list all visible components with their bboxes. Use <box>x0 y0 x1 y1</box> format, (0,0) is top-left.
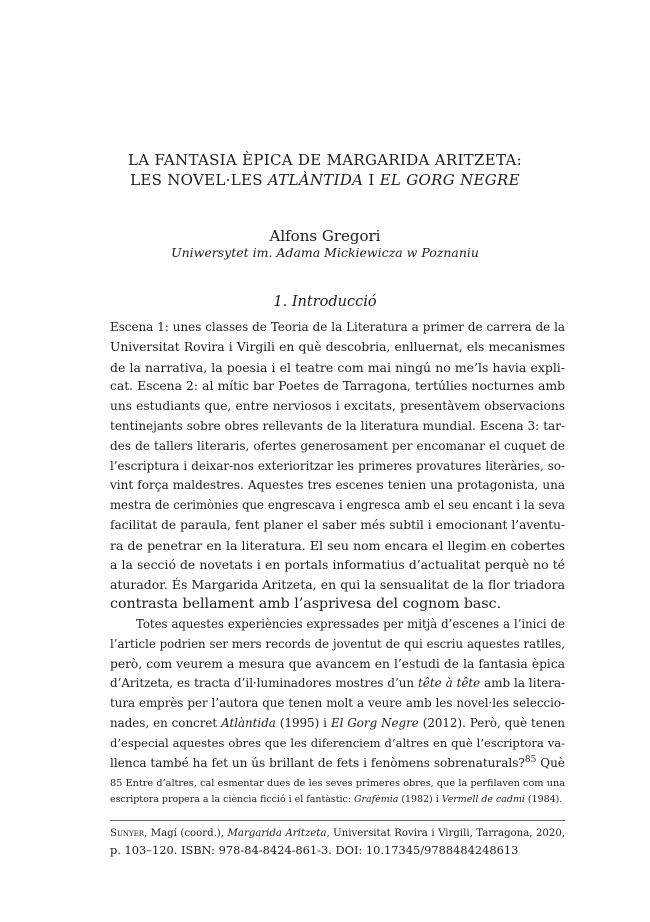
work-title: El Gorg Negre <box>330 715 419 730</box>
body-line: des de tallers literaris, ofertes generosament per encomanar el cuquet de <box>110 438 565 453</box>
text-run: Què <box>536 755 566 770</box>
work-title: Grafèmia <box>354 794 399 805</box>
title-work-1: ATLÀNTIDA <box>267 171 364 189</box>
body-line <box>110 754 565 774</box>
title-work-2: EL GORG NEGRE <box>379 171 520 189</box>
work-title: Atlàntida <box>221 715 276 730</box>
body-line: mestra de cerimònies que engrescava i engresca amb el seu encant i la seva <box>110 498 565 513</box>
title-conjunction: I <box>363 171 380 189</box>
body-line: Escena 1: unes classes de Teoria de la Literatura a primer de carrera de la <box>110 320 565 334</box>
text-run: escriptora propera a la ciència ficció i el fantàstic: <box>110 794 354 805</box>
author-affiliation: Uniwersytet im. Adama Mickiewicza w Poznaniu <box>171 245 479 260</box>
body-line <box>110 714 565 734</box>
citation-line <box>110 826 565 842</box>
body-line: facilitat de paraula, fent planer el saber més subtil i emocionant l’aventu- <box>110 517 565 532</box>
editor-surname: Sunyer <box>110 828 144 839</box>
body-line: de la narrativa, la poesia i el teatre com mai ningú no me’ls havia expli- <box>110 359 565 375</box>
body-line: a la secció de novetats i en portals informatius d’actualitat perquè no té <box>110 557 565 572</box>
title-prefix: LES NOVEL·LES <box>130 171 268 189</box>
text-run: (2012). Però, què tenen <box>418 715 565 730</box>
text-run: nades, en concret <box>110 715 222 730</box>
body-line: l’escriptura i deixar-nos exterioritzar les primeres provatures literàries, so- <box>110 458 565 473</box>
body-line: tentinejants sobre obres rellevants de la literatura mundial. Escena 3: tar- <box>110 418 565 433</box>
body-line: cat. Escena 2: al mític bar Poetes de Tarragona, tertúlies nocturnes amb <box>110 379 565 394</box>
footnote-85 <box>110 776 565 808</box>
text-run: llenca també ha fet un ús brillant de fets i fenòmens sobrenaturals? <box>110 755 525 770</box>
text-run: , Magí (coord.), <box>143 828 228 839</box>
citation-divider <box>110 820 565 821</box>
book-title: Margarida Aritzeta <box>227 828 327 839</box>
section-heading: 1. Introducció <box>273 294 377 310</box>
body-line: uns estudiants que, entre nerviosos i excitats, presentàvem observacions <box>110 399 565 414</box>
text-run: (1984). <box>524 794 563 805</box>
text-run: (1982) i <box>398 794 442 805</box>
body-line: tura emprès per l’autora que tenen molt a veure amb les novel·les seleccio- <box>110 696 565 711</box>
body-line: ra de penetrar en la literatura. El seu nom encara el llegim en cobertes <box>110 537 565 553</box>
footnote-ref[interactable]: 85 <box>524 754 537 765</box>
title-line-2 <box>0 170 650 190</box>
italic-phrase: tête à tête <box>418 676 481 691</box>
citation-block <box>110 826 565 858</box>
body-line: vint força maldestres. Aquestes tres escenes tenien una protagonista, una <box>110 478 565 493</box>
body-text <box>110 318 565 773</box>
text-run: amb la litera- <box>480 676 566 691</box>
body-line <box>110 674 565 694</box>
text-run: d’Aritzeta, es tracta d’il·luminadores mostres d’un <box>110 676 419 691</box>
body-line: contrasta bellament amb l’asprivesa del cognom basc. <box>110 596 502 613</box>
text-run: , Universitat Rovira i Virgili, Tarragona, 2020, <box>326 828 566 839</box>
body-line: d’especial aquestes obres que les diferenciem d’altres en què l’escriptora va- <box>110 735 565 750</box>
footnote-line <box>110 792 565 808</box>
citation-line: p. 103–120. ISBN: 978-84-8424-861-3. DOI: 10.17345/9788484248613 <box>110 843 519 857</box>
body-line: però, com veurem a mesura que avancem en l’estudi de la fantasia èpica <box>110 656 565 671</box>
article-title <box>0 150 650 190</box>
body-line: Universitat Rovira i Virgili en què descobria, enlluernat, els mecanismes <box>110 339 565 354</box>
author-name: Alfons Gregori <box>269 227 381 245</box>
title-line-1: LA FANTASIA ÈPICA DE MARGARIDA ARITZETA: <box>128 151 522 169</box>
work-title: Vermell de cadmi <box>441 794 525 805</box>
body-line: l’article podrien ser mers records de joventut de qui escriu aquestes ratlles, <box>110 636 565 651</box>
footnote-line: 85 Entre d’altres, cal esmentar dues de les seves primeres obres, que la perfilaven com una <box>110 778 565 789</box>
text-run: (1995) i <box>275 715 331 730</box>
body-line: aturador. És Margarida Aritzeta, en qui la sensualitat de la flor triadora <box>110 577 565 593</box>
body-line: Totes aquestes experiències expressades per mitjà d’escenes a l’inici de <box>136 616 565 631</box>
